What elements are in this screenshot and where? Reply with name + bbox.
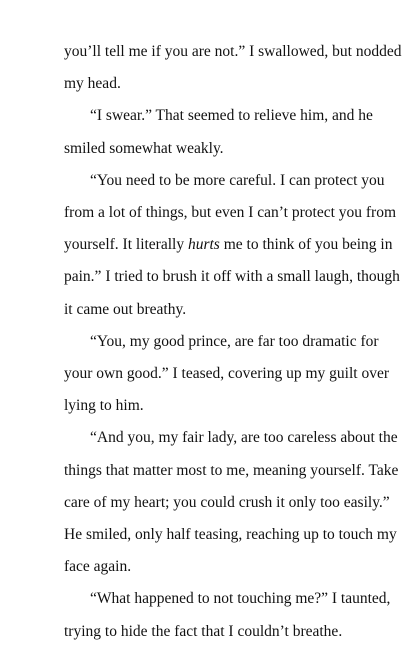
text-line: “I swear.” That seemed to relieve him, and he	[90, 107, 373, 125]
paragraph	[64, 36, 402, 100]
paragraph	[64, 326, 389, 423]
text-line-with-emphasis	[64, 229, 393, 261]
book-page	[64, 36, 402, 648]
text-line: “You need to be more careful. I can protect you	[90, 171, 385, 189]
text-line: smiled somewhat weakly.	[64, 139, 224, 157]
text-segment: me to think of you being in	[219, 236, 393, 254]
text-line: pain.” I tried to brush it off with a small laugh, though	[64, 268, 400, 286]
text-line: it came out breathy.	[64, 300, 187, 318]
paragraph	[64, 422, 399, 583]
text-line: “What happened to not touching me?” I taunted,	[90, 590, 391, 608]
text-line: trying to hide the fact that I couldn’t breathe.	[64, 622, 343, 640]
text-line: things that matter most to me, meaning yourself. Take	[64, 461, 399, 479]
text-line: my head.	[64, 75, 121, 93]
paragraph	[64, 165, 400, 326]
text-line: face again.	[64, 558, 132, 576]
paragraph	[64, 100, 373, 164]
emphasis-word: hurts	[187, 236, 220, 254]
text-line: lying to him.	[64, 397, 144, 415]
text-line: from a lot of things, but even I can’t protect you from	[64, 204, 397, 222]
paragraph	[64, 583, 391, 647]
text-line: you’ll tell me if you are not.” I swallowed, but nodded	[64, 43, 402, 60]
text-line: “You, my good prince, are far too dramatic for	[90, 332, 379, 350]
text-segment: yourself. It literally	[64, 236, 188, 254]
text-line: “And you, my fair lady, are too careless about the	[90, 429, 398, 447]
text-line: He smiled, only half teasing, reaching up to touch my	[64, 526, 397, 544]
text-line: care of my heart; you could crush it only too easily.”	[64, 493, 390, 511]
text-line: your own good.” I teased, covering up my guilt over	[64, 365, 389, 383]
